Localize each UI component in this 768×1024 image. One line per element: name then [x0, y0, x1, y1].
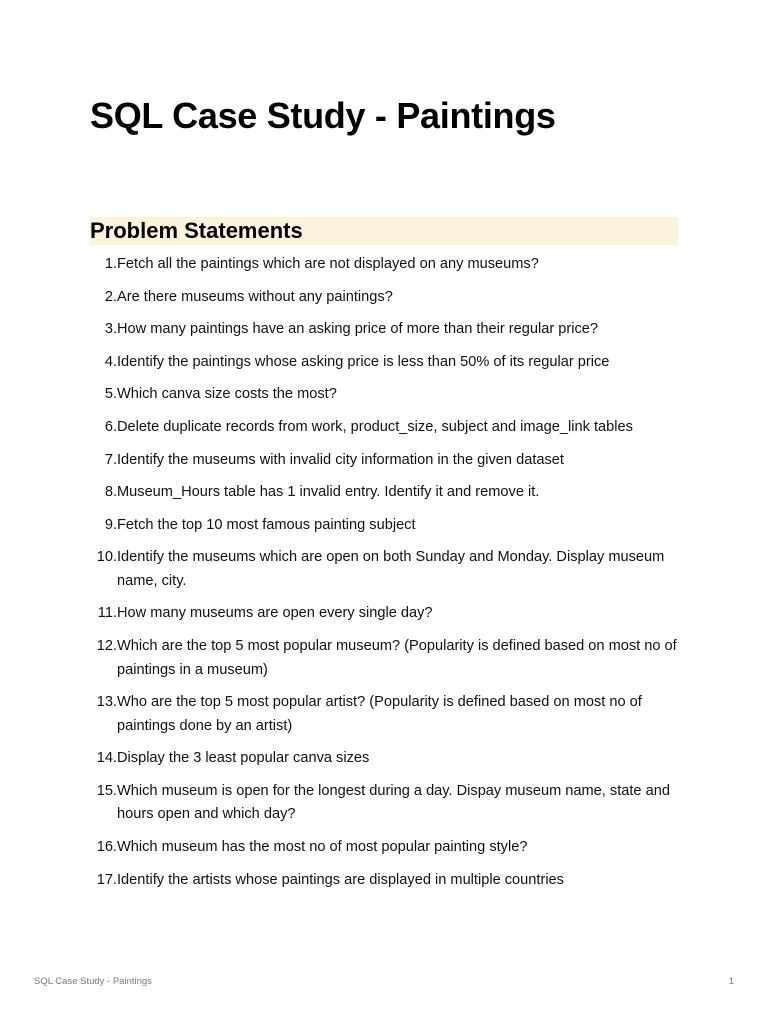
list-item-number: 6.	[104, 418, 117, 435]
list-item-number: 3.	[104, 321, 117, 338]
list-item-number: 12.	[96, 638, 117, 655]
list-item-text: Are there museums without any paintings?	[117, 288, 393, 305]
list-item-number: 7.	[104, 451, 117, 468]
list-item-number: 16.	[96, 838, 117, 855]
list-item-number: 17.	[96, 871, 117, 888]
list-item	[90, 546, 678, 593]
list-item	[90, 514, 678, 538]
list-item-number: 14.	[96, 750, 117, 767]
list-item-number: 8.	[104, 484, 117, 501]
list-item-text: Museum_Hours table has 1 invalid entry. Identify it and remove it.	[117, 484, 540, 501]
list-item	[90, 635, 678, 682]
list-item-number: 9.	[104, 516, 117, 533]
list-item-text: Identify the paintings whose asking price is less than 50% of its regular price	[117, 353, 610, 370]
section-heading-problem-statements: Problem Statements	[90, 217, 678, 245]
list-item-text: Which museum has the most no of most popular painting style?	[117, 838, 528, 855]
list-item-text: Identify the artists whose paintings are displayed in multiple countries	[117, 871, 564, 888]
list-item	[90, 253, 678, 277]
footer-page-number: 1	[728, 976, 734, 987]
list-item-text: Display the 3 least popular canva sizes	[117, 750, 370, 767]
list-item-text: Which are the top 5 most popular museum? (Popularity is defined based on most no of paintings in a museum)	[117, 638, 677, 678]
list-item-text: Fetch all the paintings which are not displayed on any museums?	[117, 256, 539, 272]
list-item	[90, 836, 678, 860]
list-item-number: 10.	[96, 549, 117, 566]
list-item-number: 15.	[96, 782, 117, 799]
list-item	[90, 351, 678, 375]
list-item-number: 4.	[104, 353, 117, 370]
list-item	[90, 449, 678, 473]
list-item-text: Which canva size costs the most?	[117, 386, 337, 403]
list-item-text: Identify the museums which are open on both Sunday and Monday. Display museum name, city.	[117, 549, 665, 589]
list-item	[90, 747, 678, 771]
list-item-text: Identify the museums with invalid city information in the given dataset	[117, 451, 564, 468]
list-item	[90, 318, 678, 342]
list-item-text: How many museums are open every single day?	[117, 605, 433, 622]
list-item-number: 1.	[104, 256, 117, 272]
page-title: SQL Case Study - Paintings	[90, 95, 556, 136]
list-item-number: 13.	[96, 694, 117, 711]
list-item-number: 11.	[97, 605, 117, 622]
list-item-text: Who are the top 5 most popular artist? (Popularity is defined based on most no of paintings done by an artist)	[117, 694, 642, 734]
problem-statements-list	[90, 253, 678, 901]
list-item-number: 2.	[104, 288, 117, 305]
list-item	[90, 869, 678, 893]
list-item	[90, 416, 678, 440]
list-item	[90, 383, 678, 407]
list-item-text: Fetch the top 10 most famous painting subject	[117, 516, 416, 533]
list-item-text: How many paintings have an asking price of more than their regular price?	[117, 321, 599, 338]
list-item	[90, 602, 678, 626]
list-item-text: Which museum is open for the longest during a day. Dispay museum name, state and hours open and which day?	[117, 782, 670, 823]
list-item-number: 5.	[104, 386, 117, 403]
list-item	[90, 286, 678, 310]
list-item	[90, 691, 678, 738]
list-item	[90, 481, 678, 505]
list-item	[90, 780, 678, 827]
footer-document-title: SQL Case Study - Paintings	[34, 976, 152, 987]
list-item-text: Delete duplicate records from work, product_size, subject and image_link tables	[117, 418, 633, 435]
